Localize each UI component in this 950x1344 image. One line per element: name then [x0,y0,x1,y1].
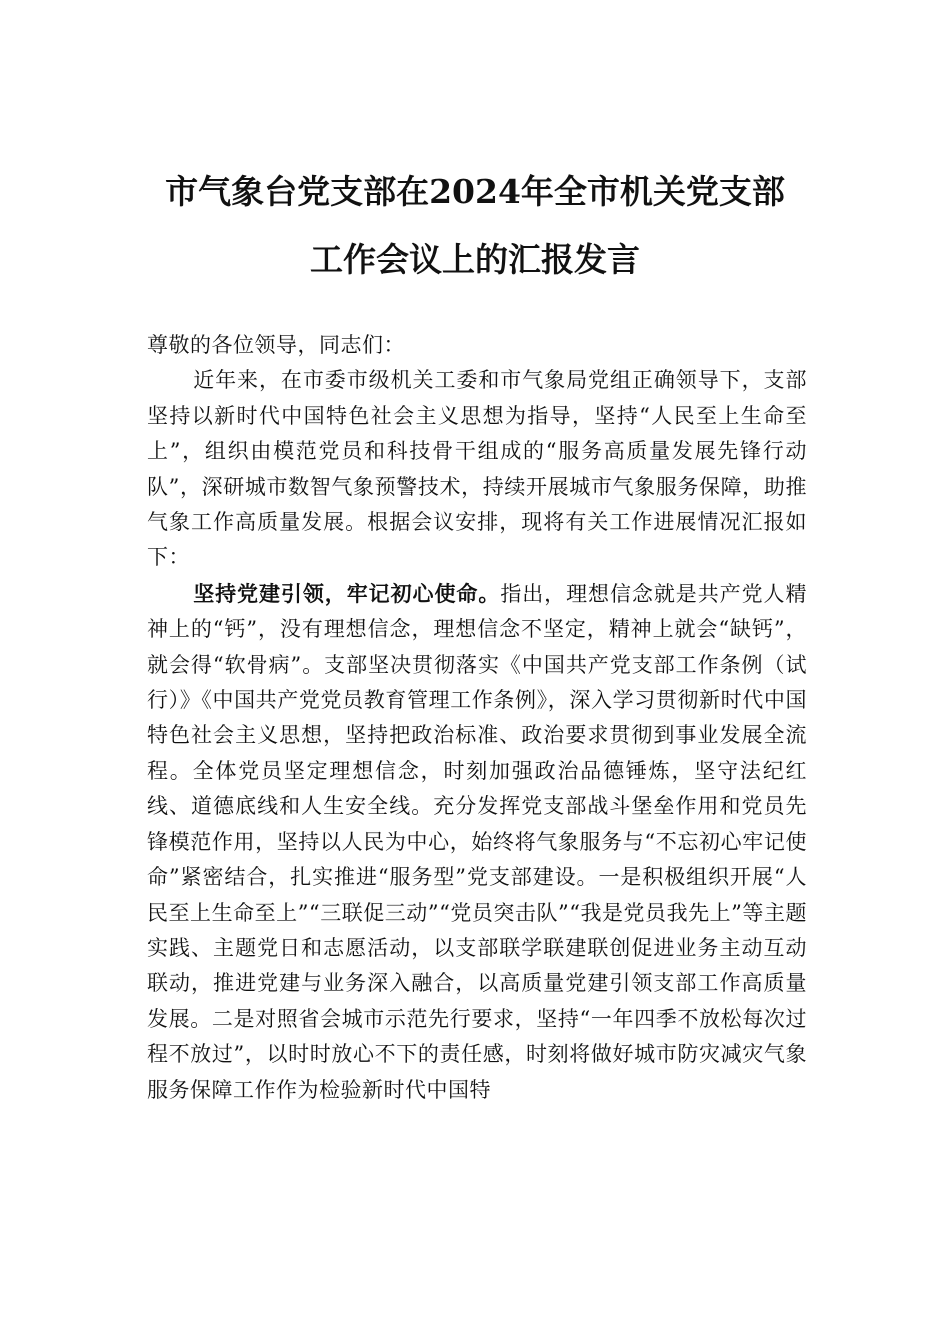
paragraph-party-building-text: 指出，理想信念就是共产党人精神上的“钙”，没有理想信念，理想信念不坚定，精神上就会“缺钙”，就会得“软骨病”。支部坚决贯彻落实《中国共产党支部工作条例（试行）》《中国共产党党员教育管理工作条例》，深入学习贯彻新时代中国特色社会主义思想，坚持把政治标准、政治要求贯彻到事业发展全流程。全体党员坚定理想信念，时刻加强政治品德锤炼，坚守法纪红线、道德底线和人生安全线。充分发挥党支部战斗堡垒作用和党员先锋模范作用，坚持以人民为中心，始终将气象服务与“不忘初心牢记使命”紧密结合，扎实推进“服务型”党支部建设。一是积极组织开展“人民至上生命至上”“三联促三动”“党员突击队”“我是党员我先上”等主题实践、主题党日和志愿活动，以支部联学联建联创促进业务主动互动联动，推进党建与业务深入融合，以高质量党建引领支部工作高质量发展。二是对照省会城市示范先行要求，坚持“一年四季不放松每次过程不放过”，以时时放心不下的责任感，时刻将做好城市防灾减灾气象服务保障工作作为检验新时代中国特 [147,581,807,1102]
paragraph-lead-heading: 坚持党建引领，牢记初心使命。 [193,580,501,606]
document-title-line-2: 工作会议上的汇报发言 [310,240,640,279]
document-body [147,328,807,1108]
salutation: 尊敬的各位领导，同志们： [147,333,405,357]
paragraph-intro [147,363,807,575]
paragraph-intro-text: 近年来，在市委市级机关工委和市气象局党组正确领导下，支部坚持以新时代中国特色社会主义思想为指导，坚持“人民至上生命至上”，组织由模范党员和科技骨干组成的“服务高质量发展先锋行动队”，深研城市数智气象预警技术，持续开展城市气象服务保障，助推气象工作高质量发展。根据会议安排，现将有关工作进展情况汇报如下： [147,368,807,570]
paragraph-party-building [147,576,807,1108]
document-title-line-1: 市气象台党支部在2024年全市机关党支部 [165,172,785,211]
